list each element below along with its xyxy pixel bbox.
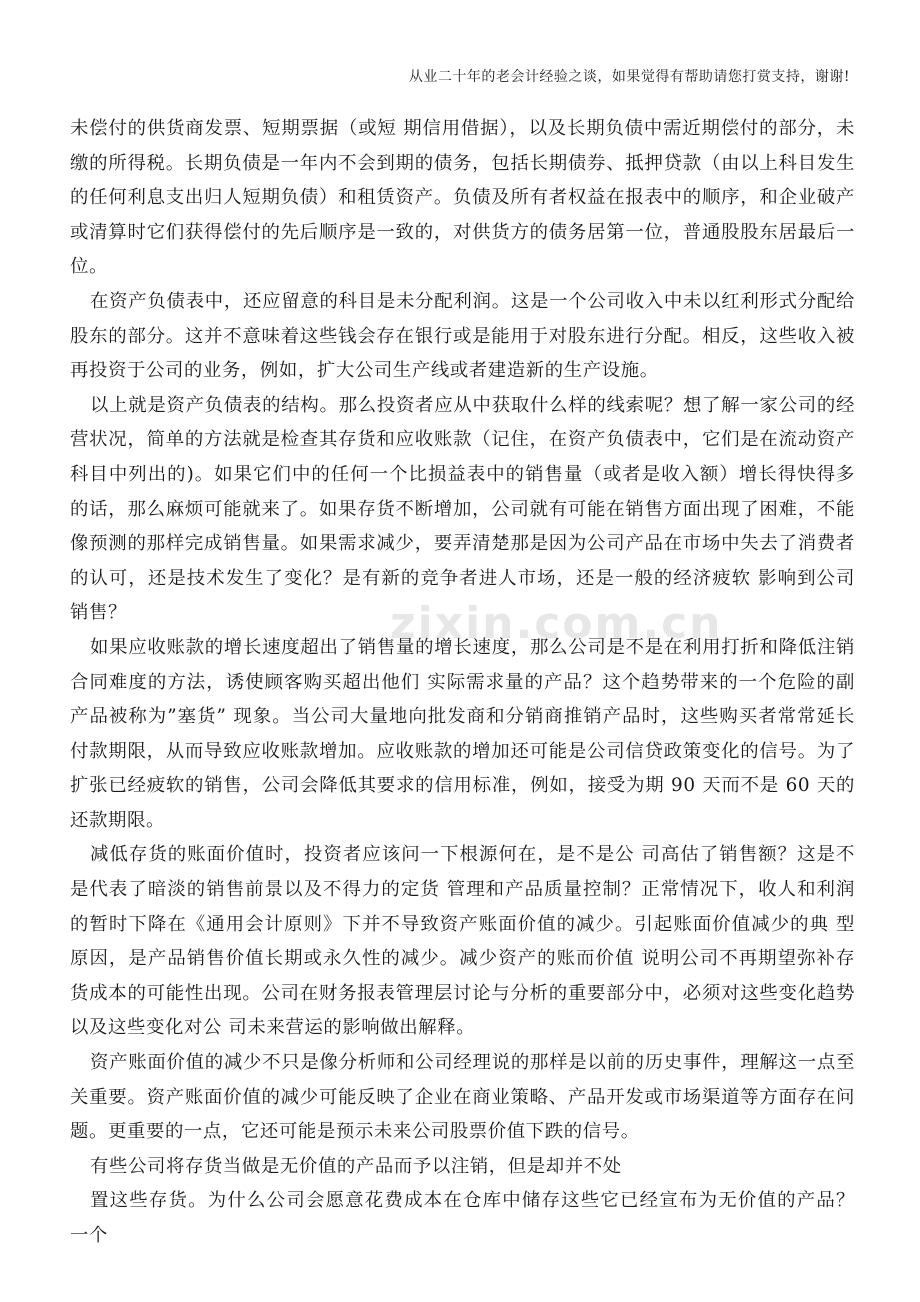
paragraph-3: 以上就是资产负债表的结构。那么投资者应从中获取什么样的线索呢？想了解一家公司的经营状况，简单的方法就是检查其存货和应收账款（记住，在资产负债表中，它们是在流动资产科目中列出的)。如果它们中的任何一个比损益表中的销售量（或者是收入额）增长得快得多的话，那么麻烦可能就来了。如果存货不断增加，公司就有可能在销售方面出现了困难，不能像预测的那样完成销售量。如果需求减少，要弄清楚那是因为公司产品在市场中失去了消费者的认可，还是技术发生了变化？是有新的竞争者进人市场，还是一般的经济疲软 影响到公司销售？ [70, 394, 855, 624]
document-body [70, 112, 855, 1254]
watermark: zixin.com.cn [390, 598, 723, 649]
paragraph-7: 有些公司将存货当做是无价值的产品而予以注销，但是却并不处 [90, 1155, 622, 1177]
paragraph-1: 未偿付的供货商发票、短期票据（或短 期信用借据），以及长期负债中需近期偿付的部分，未缴的所得税。长期负债是一年内不会到期的债务，包括长期债券、抵押贷款（由以上科目发生的任何利息支出归人短期负债）和租赁资产。负债及所有者权益在报表中的顺序，和企业破产或清算时它们获得偿付的先后顺序是一致的，对供货方的债务居第一位，普通股股东居最后一位。 [70, 118, 855, 278]
paragraph-8: 置这些存货。为什么公司会愿意花费成本在仓库中储存这些它已经宣布为无价值的产品？ 一个 [70, 1190, 855, 1246]
header-note: 从业二十年的老会计经验之谈，如果觉得有帮助请您打赏支持，谢谢! [408, 69, 850, 85]
paragraph-2: 在资产负债表中，还应留意的科目是未分配利润。这是一个公司收入中未以红利形式分配给股东的部分。这并不意味着这些钱会存在银行或是能用于对股东进行分配。相反，这些收入被再投资于公司的业务，例如，扩大公司生产线或者建造新的生产设施。 [70, 290, 855, 382]
paragraph-4: 如果应收账款的增长速度超出了销售量的增长速度，那么公司是不是在利用打折和降低注销合同难度的方法，诱使顾客购买超出他们 实际需求量的产品？这个趋势带来的一个危险的副产品被称为”塞货” 现象。当公司大量地向批发商和分销商推销产品时，这些购买者常常延长付款期限，从而导致应收账款增加。应收账款的增加还可能是公司信贷政策变化的信号。为了扩张已经疲软的销售，公司会降低其要求的信用标准，例如，接受为期 90 天而不是 60 天的还款期限。 [70, 636, 855, 831]
paragraph-5: 减低存货的账面价值时，投资者应该问一下根源何在，是不是公 司高估了销售额？这是不是代表了暗淡的销售前景以及不得力的定货 管理和产品质量控制？正常情况下，收人和利润的暂时下降在《通用会计原则》下并不导致资产账面价值的减少。引起账面价值减少的典 型原因，是产品销售价值长期或永久性的减少。减少资产的账而价值 说明公司不再期望弥补存货成本的可能性出现。公司在财务报表管理层讨论与分析的重要部分中，必须对这些变化趋势以及这些变化对公 司未来营运的影响做出解释。 [70, 844, 855, 1039]
paragraph-6: 资产账面价值的减少不只是像分析师和公司经理说的那样是以前的历史事件，理解这一点至关重要。资产账面价值的减少可能反映了企业在商业策略、产品开发或市场渠道等方面存在问题。更重要的一点，它还可能是预示未来公司股票价值下跌的信号。 [70, 1052, 855, 1143]
